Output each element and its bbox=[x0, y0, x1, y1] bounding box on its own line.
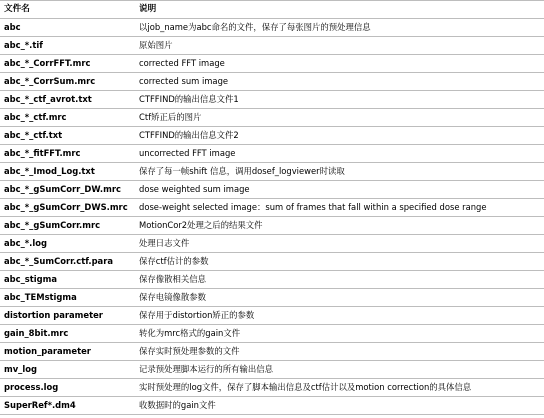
file-name-cell: abc_TEMstigma bbox=[0, 289, 135, 307]
file-description-cell: 保存电镜像散参数 bbox=[135, 289, 544, 307]
file-description-cell: Ctf矫正后的图片 bbox=[135, 109, 544, 127]
table-row bbox=[0, 307, 544, 325]
file-name-cell: abc_*.log bbox=[0, 235, 135, 253]
table-row bbox=[0, 55, 544, 73]
file-description-cell: 记录预处理脚本运行的所有输出信息 bbox=[135, 361, 544, 379]
table-row bbox=[0, 181, 544, 199]
table-row bbox=[0, 19, 544, 37]
table-row bbox=[0, 91, 544, 109]
file-name-cell: distortion parameter bbox=[0, 307, 135, 325]
file-name-cell: abc_*_gSumCorr.mrc bbox=[0, 217, 135, 235]
table-row bbox=[0, 343, 544, 361]
file-description-cell: uncorrected FFT image bbox=[135, 145, 544, 163]
table-row bbox=[0, 217, 544, 235]
table-row bbox=[0, 109, 544, 127]
file-description-cell: 原始图片 bbox=[135, 37, 544, 55]
file-name-cell: abc_*_Imod_Log.txt bbox=[0, 163, 135, 181]
file-description-cell: corrected sum image bbox=[135, 73, 544, 91]
file-description-cell: dose-weight selected image：sum of frames that fall within a specified dose range bbox=[135, 199, 544, 217]
file-name-cell: abc_*_gSumCorr_DW.mrc bbox=[0, 181, 135, 199]
file-description-cell: 保存了每一帧shift 信息，调用dosef_logviewer时读取 bbox=[135, 163, 544, 181]
table-body bbox=[0, 19, 544, 415]
table-row bbox=[0, 289, 544, 307]
file-description-cell: corrected FFT image bbox=[135, 55, 544, 73]
table-row bbox=[0, 37, 544, 55]
table-row bbox=[0, 127, 544, 145]
file-name-cell: abc_*_ctf_avrot.txt bbox=[0, 91, 135, 109]
file-description-cell: 以job_name为abc命名的文件，保存了每张图片的预处理信息 bbox=[135, 19, 544, 37]
table-row bbox=[0, 199, 544, 217]
file-description-cell: 实时预处理的log文件，保存了脚本输出信息及ctf估计以及motion correction的具体信息 bbox=[135, 379, 544, 397]
header-description: 说明 bbox=[135, 1, 544, 19]
table-row bbox=[0, 325, 544, 343]
table-row bbox=[0, 361, 544, 379]
table-header-row bbox=[0, 1, 544, 19]
table-row bbox=[0, 235, 544, 253]
file-description-cell: dose weighted sum image bbox=[135, 181, 544, 199]
table-row bbox=[0, 163, 544, 181]
table-row bbox=[0, 253, 544, 271]
file-name-cell: gain_8bit.mrc bbox=[0, 325, 135, 343]
file-name-cell: SuperRef*.dm4 bbox=[0, 397, 135, 415]
file-description-cell: 保存像散相关信息 bbox=[135, 271, 544, 289]
table-row bbox=[0, 73, 544, 91]
file-name-cell: abc_stigma bbox=[0, 271, 135, 289]
file-description-cell: 处理日志文件 bbox=[135, 235, 544, 253]
file-name-cell: abc_*_gSumCorr_DWS.mrc bbox=[0, 199, 135, 217]
file-name-cell: abc_*_ctf.mrc bbox=[0, 109, 135, 127]
file-description-cell: 转化为mrc格式的gain文件 bbox=[135, 325, 544, 343]
file-description-cell: CTFFIND的输出信息文件1 bbox=[135, 91, 544, 109]
file-name-cell: motion_parameter bbox=[0, 343, 135, 361]
table-row bbox=[0, 397, 544, 415]
file-description-cell: MotionCor2处理之后的结果文件 bbox=[135, 217, 544, 235]
file-name-cell: abc_*_ctf.txt bbox=[0, 127, 135, 145]
file-description-cell: 保存实时预处理参数的文件 bbox=[135, 343, 544, 361]
file-description-cell: CTFFIND的输出信息文件2 bbox=[135, 127, 544, 145]
file-description-cell: 保存ctf估计的参数 bbox=[135, 253, 544, 271]
file-name-cell: abc_*_CorrSum.mrc bbox=[0, 73, 135, 91]
file-name-cell: abc bbox=[0, 19, 135, 37]
file-name-cell: abc_*.tif bbox=[0, 37, 135, 55]
file-description-cell: 保存用于distortion矫正的参数 bbox=[135, 307, 544, 325]
table-row bbox=[0, 271, 544, 289]
file-name-cell: abc_*_SumCorr.ctf.para bbox=[0, 253, 135, 271]
file-name-cell: mv_log bbox=[0, 361, 135, 379]
table-row bbox=[0, 379, 544, 397]
file-name-cell: process.log bbox=[0, 379, 135, 397]
file-name-cell: abc_*_CorrFFT.mrc bbox=[0, 55, 135, 73]
file-name-cell: abc_*_fitFFT.mrc bbox=[0, 145, 135, 163]
table-row bbox=[0, 145, 544, 163]
file-description-cell: 收数据时的gain文件 bbox=[135, 397, 544, 415]
header-filename: 文件名 bbox=[0, 1, 135, 19]
